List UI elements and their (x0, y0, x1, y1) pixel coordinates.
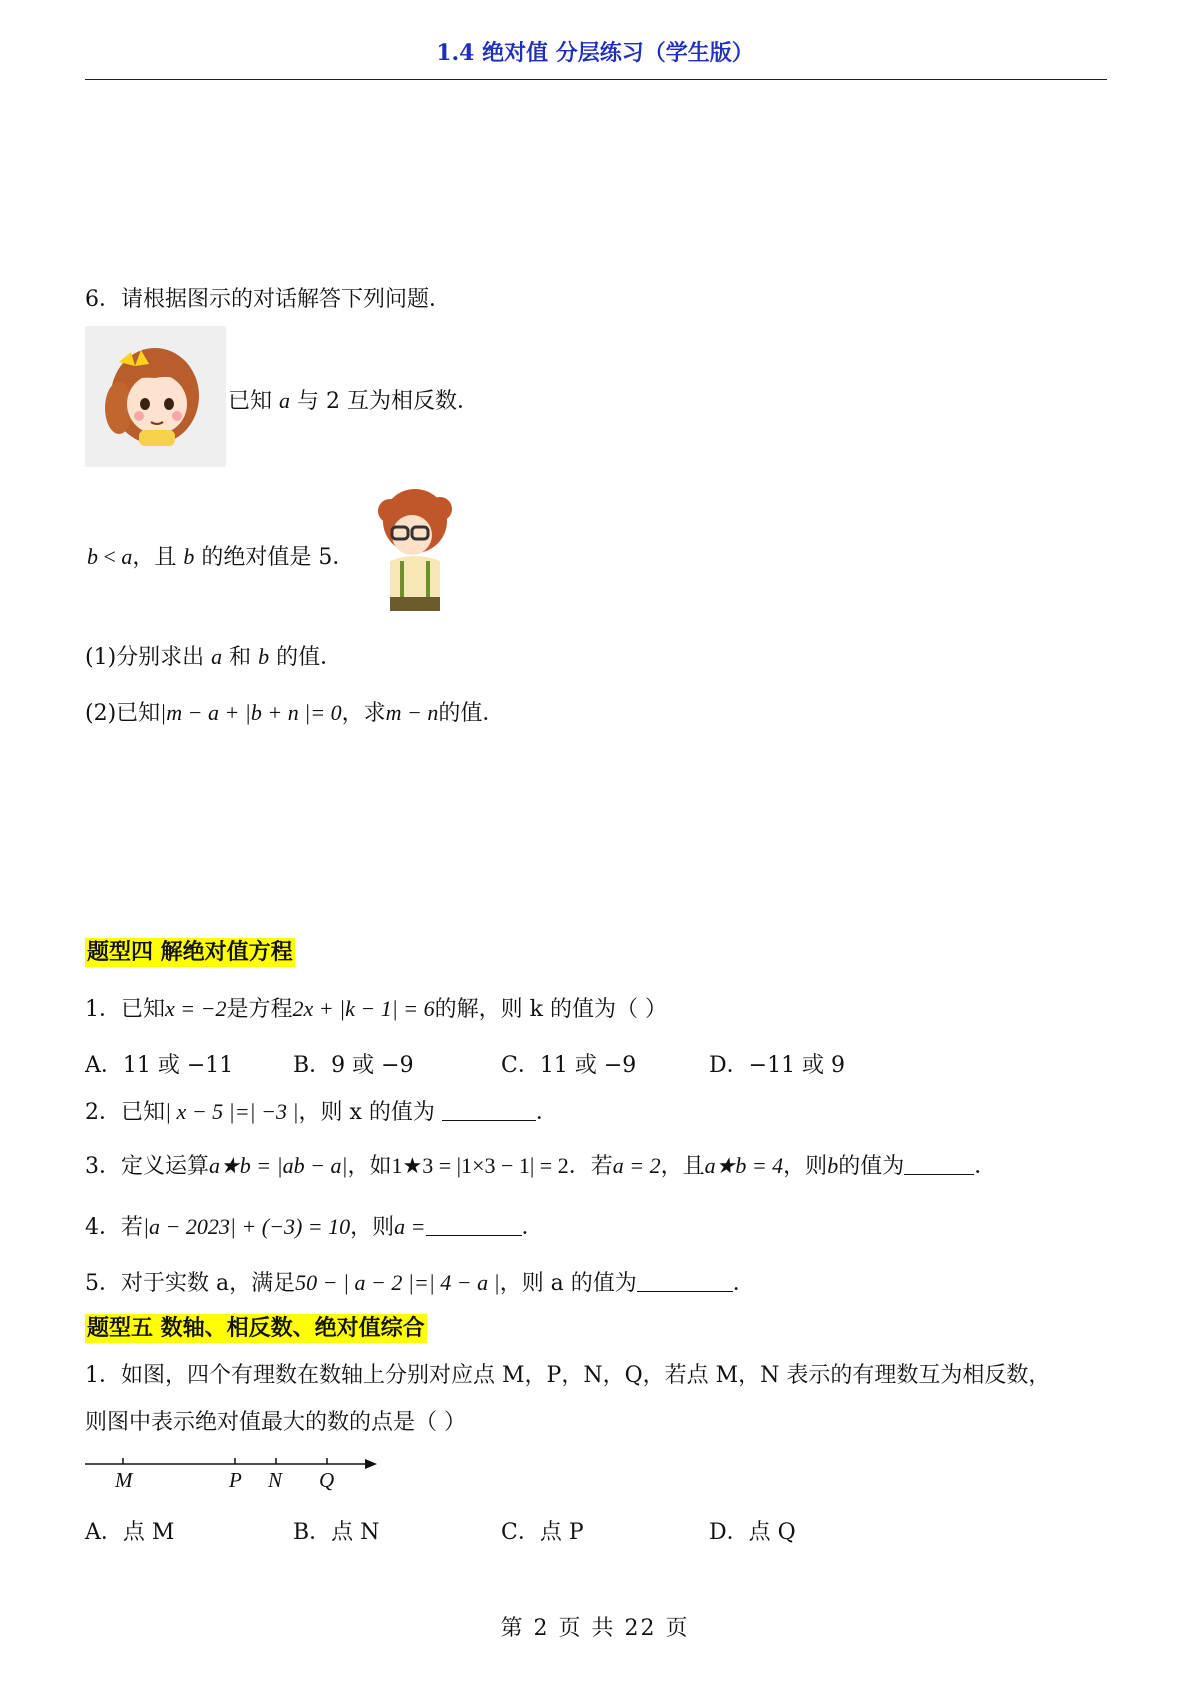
s4-q3-text: 3．定义运算a★b = |ab − a|，如1★3 = |1×3 − 1| = 2．若a = 2，且a★b = 4，则b的值为 ． (85, 1153, 997, 1179)
q6-part1: (1)分别求出 a 和 b 的值． (85, 644, 343, 670)
s4-q1-option-b[interactable]: B．9 或 −9 (293, 1053, 414, 1078)
boy-icon (370, 487, 460, 617)
number-line-figure (85, 1450, 385, 1496)
header-divider (85, 79, 1107, 80)
axis-label-p: P (229, 1468, 242, 1492)
s5-q1-options (85, 1515, 796, 1546)
s4-q1-options (85, 1048, 846, 1079)
q6-prompt: 6．请根据图示的对话解答下列问题． (85, 287, 452, 312)
s4-q1-option-d[interactable]: D．−11 或 9 (709, 1053, 846, 1078)
s4-q1-option-a[interactable]: A．11 或 −11 (85, 1053, 234, 1078)
s4-q4-answer-blank[interactable] (426, 1215, 522, 1236)
section4-heading: 题型四 解绝对值方程 (87, 940, 293, 965)
girl-icon (85, 326, 226, 467)
s5-q1-option-b[interactable]: B．点 N (293, 1520, 380, 1545)
axis-label-n: N (268, 1468, 283, 1492)
s5-q1-line1: 1．如图，四个有理数在数轴上分别对应点 M，P，N，Q，若点 M，N 表示的有理数互为相反数， (85, 1363, 1051, 1388)
s5-q1-option-c[interactable]: C．点 P (501, 1520, 584, 1545)
axis-label-q: Q (319, 1468, 335, 1492)
s5-q1-line2: 则图中表示绝对值最大的数的点是（ ） (85, 1410, 466, 1435)
s4-q2-answer-blank[interactable] (442, 1100, 536, 1121)
number-line-arrow-icon (365, 1459, 377, 1469)
axis-label-m: M (115, 1468, 133, 1492)
section5-heading: 题型五 数轴、相反数、绝对值综合 (87, 1316, 425, 1341)
s4-q1-text: 1．已知x = −2是方程2x + |k − 1| = 6的解，则 k 的值为（ ） (85, 996, 667, 1022)
boy-cartoon-image (370, 487, 460, 623)
s4-q3-answer-blank[interactable] (904, 1154, 974, 1175)
s5-q1-option-d[interactable]: D．点 Q (709, 1520, 796, 1545)
s4-q5-text: 5．对于实数 a，满足50 − | a − 2 |=| 4 − a |，则 a 的值为 ． (85, 1270, 755, 1296)
page-header-title: 1.4 绝对值 分层练习（学生版） (436, 40, 754, 66)
girl-cartoon-image (85, 326, 226, 467)
s5-q1-option-a[interactable]: A．点 M (85, 1520, 175, 1545)
q6-part2: (2)已知|m − a + |b + n |= 0，求m − n的值． (85, 700, 505, 726)
boy-speech-text: b < a，且 b 的绝对值是 5． (87, 544, 355, 570)
girl-speech-text: 已知 a 与 2 互为相反数． (228, 388, 479, 414)
s4-q2-text: 2．已知| x − 5 |=| −3 |，则 x 的值为 ． (85, 1099, 558, 1125)
s4-q4-text: 4．若|a − 2023| + (−3) = 10，则a = ． (85, 1214, 544, 1240)
s4-q5-answer-blank[interactable] (637, 1271, 733, 1292)
s4-q1-option-c[interactable]: C．11 或 −9 (501, 1053, 637, 1078)
page-footer: 第 2 页 共 22 页 (500, 1616, 690, 1641)
